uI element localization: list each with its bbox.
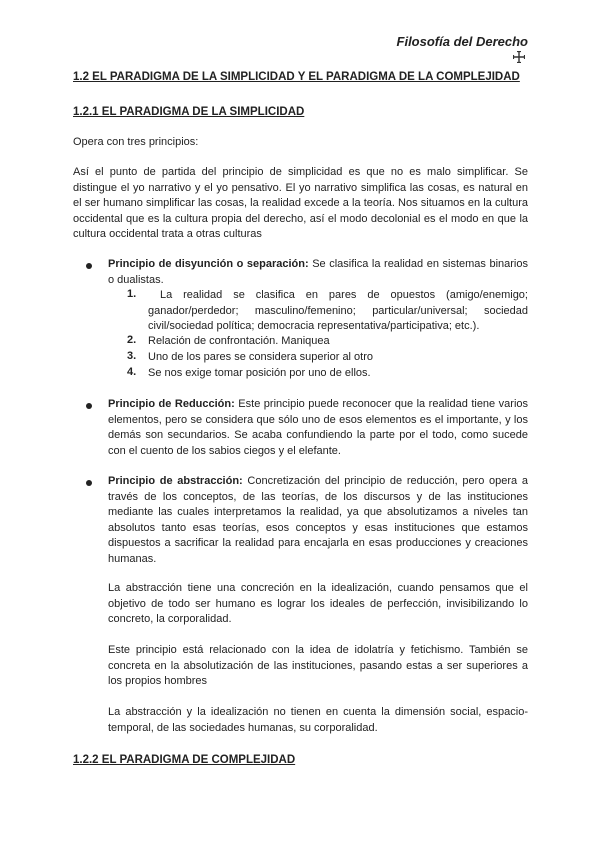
bullet-lead: Principio de Reducción: — [108, 398, 235, 410]
paragraph-1: Así el punto de partida del principio de simplicidad es que no es malo simplificar. Se distingue el yo narrativo y el yo pensativo. El yo narrativo simplifica las cosas, es natural en el ser humano simplificar las cosas, la realidad excede a la teoría. Nos situamos en la cultura occidental que es la cultura propia del derecho, así el modo decolonial es el modo en que la cultura occidental trata a otras culturas — [73, 166, 528, 240]
header-title: Filosofía del Derecho — [396, 34, 528, 49]
list-number: 2. — [127, 334, 137, 346]
abstraccion-paragraph-3: Este principio está relacionado con la idea de idolatría y fetichismo. También se concreta en la absolutización de las instituciones, pasando estas a ser superiores a los propios hombres — [108, 644, 528, 687]
list-number: 3. — [127, 350, 137, 362]
bullet-disyuncion — [108, 257, 528, 288]
section-heading: 1.2 EL PARADIGMA DE LA SIMPLICIDAD Y EL PARADIGMA DE LA COMPLEJIDAD — [73, 71, 520, 83]
bullet-lead: Principio de abstracción: — [108, 475, 243, 487]
bullet-lead: Principio de disyunción o separación: — [108, 258, 309, 270]
bullet-dot — [86, 263, 92, 269]
bullet-text: Se clasifica la realidad en sistemas binarios o dualistas. — [108, 258, 528, 286]
list-item: Se nos exige tomar posición por uno de ellos. — [148, 367, 371, 379]
list-item: La realidad se clasifica en pares de opuestos (amigo/enemigo; ganador/perdedor; masculino/femenino; particular/universal; sociedad civil/sociedad política; democracia representativa/participativa; etc.). — [148, 289, 528, 332]
bullet-dot — [86, 480, 92, 486]
cross-icon — [513, 51, 525, 63]
list-item: Uno de los pares se considera superior al otro — [148, 351, 374, 363]
bullet-text: Concretización del principio de reducción, pero opera a través de los conceptos, de las teorías, de los discursos y de las instituciones mediante las cuales interpretamos la realidad, ya que absolutizamos a niveles tan absolutos tanto esas teorías, esos conceptos y esas instituciones que estamos dispuestos a sacrificar la realidad para encajarla en esas producciones y creaciones humanas. — [108, 475, 528, 565]
bullet-dot — [86, 403, 92, 409]
bullet-text: Este principio puede reconocer que la realidad tiene varios elementos, pero se considera que sólo uno de esos elementos es el importante, y los demás son secundarios. Se acaba confundiendo la parte por el todo, como sucede con el cuento de los sabios ciegos y el elefante. — [108, 398, 529, 457]
bullet-reduccion — [108, 397, 528, 459]
list-number: 4. — [127, 366, 137, 378]
subsection-heading-complejidad: 1.2.2 EL PARADIGMA DE COMPLEJIDAD — [73, 754, 296, 766]
list-number: 1. — [127, 288, 137, 300]
list-item: Relación de confrontación. Maniquea — [148, 335, 330, 347]
abstraccion-paragraph-4: La abstracción y la idealización no tienen en cuenta la dimensión social, espacio-temporal, de las sociedades humanas, su corporalidad. — [108, 706, 528, 734]
intro-text: Opera con tres principios: — [73, 136, 199, 148]
bullet-abstraccion — [108, 474, 528, 567]
subsection-heading-simplicidad: 1.2.1 EL PARADIGMA DE LA SIMPLICIDAD — [73, 106, 305, 118]
abstraccion-paragraph-2: La abstracción tiene una concreción en la idealización, cuando pensamos que el objetivo de todo ser humano es lograr los ideales de perfección, invisibilizando lo concreto, la corporalidad. — [108, 582, 528, 625]
